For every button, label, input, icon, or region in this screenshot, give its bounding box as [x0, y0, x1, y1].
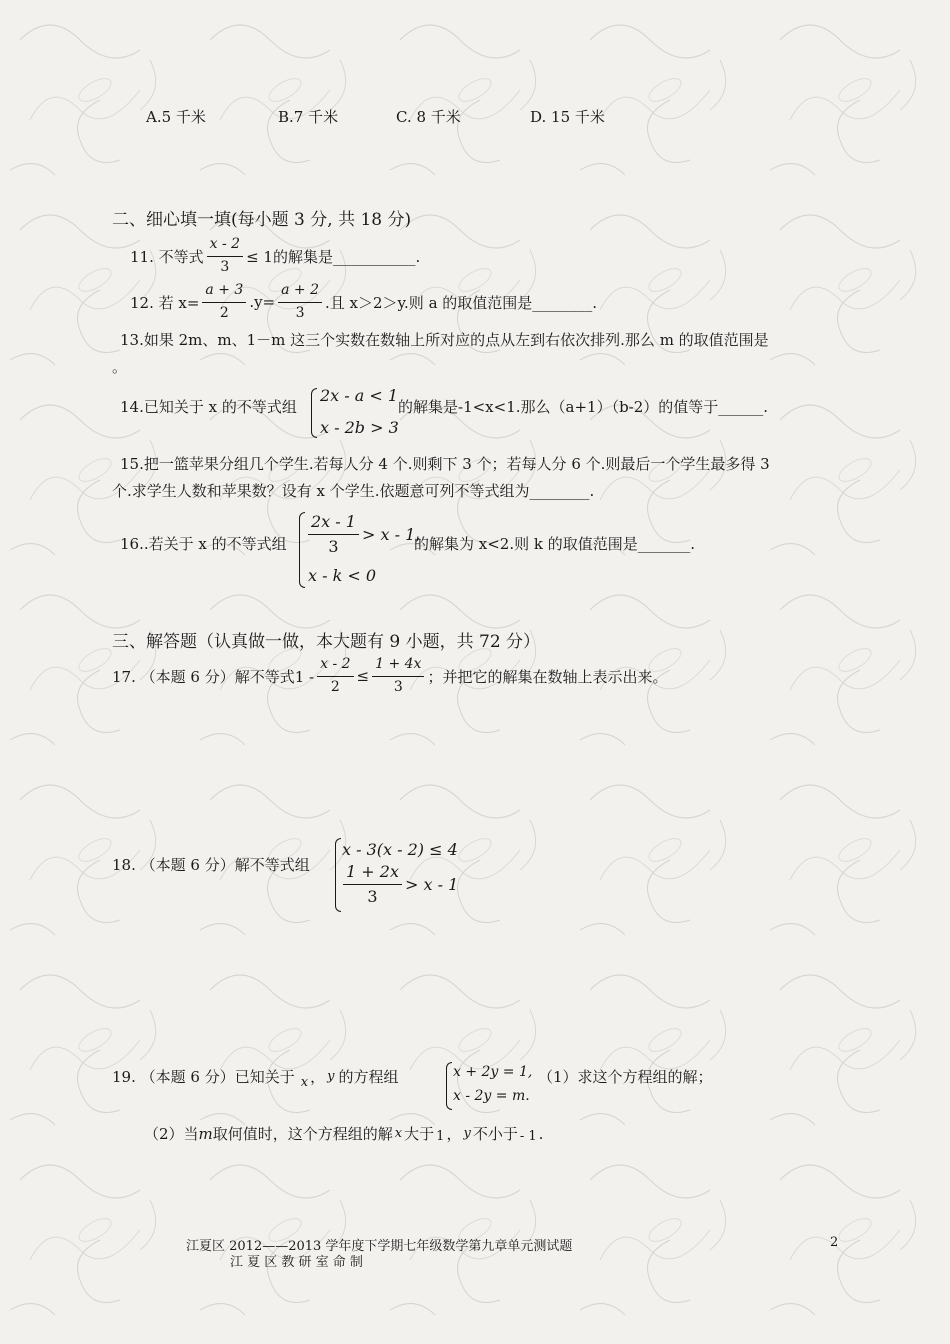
q16-suffix: 的解集为 x<2.则 k 的取值范围是_______. — [414, 535, 696, 553]
q18-frac-numerator: 1 + 2x — [343, 862, 402, 885]
question-13-line2: 。 — [112, 358, 128, 376]
q19-prefix: 19. （本题 6 分）已知关于 — [112, 1068, 295, 1086]
q11-fraction — [207, 236, 243, 276]
q17-operator: ≤ — [356, 667, 370, 685]
question-19-line1 — [112, 1066, 399, 1090]
q12-suffix: .且 x＞2＞y.则 a 的取值范围是________. — [325, 293, 598, 312]
q18-prefix: 18. （本题 6 分）解不等式组 — [112, 856, 310, 874]
q16-system-row1 — [305, 512, 420, 557]
question-13-line1: 13.如果 2m、m、1－m 这三个实数在数轴上所对应的点从左到右依次排列.那么 m 的取值范围是 — [120, 331, 769, 349]
q19-system-row1: x + 2y = 1, — [453, 1064, 533, 1080]
q12-fraction-1 — [202, 282, 246, 322]
page-number: 2 — [830, 1235, 839, 1250]
q19-part2-a: （2）当 — [144, 1125, 199, 1143]
question-12 — [130, 282, 597, 322]
q12-frac2-denominator: 3 — [295, 304, 305, 321]
q17-frac1-denominator: 2 — [330, 678, 340, 695]
q14-system-brace — [311, 388, 317, 438]
q17-frac2-numerator: 1 + 4x — [372, 656, 424, 677]
q14-prefix: 14.已知关于 x 的不等式组 — [120, 398, 297, 416]
q12-fraction-2 — [278, 282, 322, 322]
option-c: C. 8 千米 — [396, 108, 461, 126]
q16-prefix: 16..若关于 x 的不等式组 — [120, 535, 287, 553]
q11-suffix: ≤ 1的解集是___________. — [246, 247, 421, 266]
q16-fraction — [308, 512, 359, 557]
q17-prefix: 17. （本题 6 分）解不等式1 - — [112, 667, 315, 686]
q11-frac-numerator: x - 2 — [207, 236, 243, 257]
q19-system-brace — [446, 1062, 452, 1110]
q19-part2-e: 不小于 — [472, 1125, 518, 1143]
question-15-line1: 15.把一篮苹果分组几个学生.若每人分 4 个.则剩下 3 个；若每人分 6 个.则最后一个学生最多得 3 — [120, 455, 770, 473]
q19-part1: （1）求这个方程组的解； — [538, 1068, 713, 1086]
q12-frac1-numerator: a + 3 — [202, 282, 246, 303]
q19-part2-f: . — [538, 1124, 544, 1143]
q18-frac-denominator: 3 — [367, 887, 378, 906]
q14-system-row2: x - 2b > 3 — [320, 418, 399, 437]
q16-frac-denominator: 3 — [328, 537, 339, 556]
q19-part2-m: m — [198, 1124, 213, 1143]
q16-frac-numerator: 2x - 1 — [308, 512, 359, 535]
q19-comma: ， — [310, 1068, 326, 1086]
q19-part2-c: 大于 — [404, 1125, 435, 1143]
question-11 — [130, 236, 420, 276]
q17-fraction-1 — [317, 656, 353, 696]
question-19-part2 — [144, 1123, 543, 1144]
question-17 — [112, 656, 667, 696]
footer-author: 江 夏 区 教 研 室 命 制 — [230, 1255, 363, 1270]
q11-frac-denominator: 3 — [220, 258, 230, 275]
q18-row2-tail: > x - 1 — [404, 875, 459, 894]
q17-suffix: ；并把它的解集在数轴上表示出来。 — [427, 667, 668, 686]
q17-frac1-numerator: x - 2 — [317, 656, 353, 677]
q14-system-row1: 2x - a < 1 — [320, 386, 399, 405]
q18-fraction — [343, 862, 402, 907]
q19-system-row2: x - 2y = m. — [453, 1088, 530, 1104]
question-15-line2: 个.求学生人数和苹果数？设有 x 个学生.依题意可列不等式组为________. — [112, 482, 595, 500]
footer-title: 江夏区 2012——2013 学年度下学期七年级数学第九章单元测试题 — [186, 1239, 573, 1254]
q19-part2-x: x — [394, 1126, 403, 1141]
q19-part2-y: y — [463, 1126, 471, 1141]
option-d: D. 15 千米 — [530, 108, 605, 126]
q12-frac2-numerator: a + 2 — [278, 282, 322, 303]
q19-part2-d: ， — [446, 1125, 462, 1143]
q12-prefix: 12. 若 x= — [130, 293, 200, 312]
q18-system-row2 — [340, 862, 458, 907]
section3-title: 三、解答题（认真做一做，本大题有 9 小题，共 72 分） — [112, 632, 541, 652]
q17-fraction-2 — [372, 656, 424, 696]
q18-system-row1: x - 3(x - 2) ≤ 4 — [342, 840, 458, 859]
q19-var-x: x — [300, 1075, 309, 1090]
q19-part2-b: 取何值时，这个方程组的解 — [212, 1125, 393, 1143]
q12-frac1-denominator: 2 — [219, 304, 229, 321]
q16-row1-tail: > x - 1, — [361, 525, 421, 544]
q11-prefix: 11. 不等式 — [130, 247, 204, 266]
q19-part2-neg-one: - 1 — [519, 1129, 537, 1144]
q19-mid: 的方程组 — [338, 1068, 399, 1086]
q19-var-y: y — [327, 1069, 335, 1084]
option-b: B.7 千米 — [278, 108, 339, 126]
q12-mid: .y= — [249, 293, 276, 311]
q14-suffix: 的解集是-1<x<1.那么（a+1）（b-2）的值等于______. — [398, 398, 769, 416]
q19-part2-one: 1 — [436, 1129, 445, 1144]
q17-frac2-denominator: 3 — [393, 678, 403, 695]
q16-system-row2: x - k < 0 — [308, 566, 377, 585]
section2-title: 二、细心填一填(每小题 3 分, 共 18 分) — [112, 210, 412, 230]
option-a: A.5 千米 — [146, 108, 206, 126]
